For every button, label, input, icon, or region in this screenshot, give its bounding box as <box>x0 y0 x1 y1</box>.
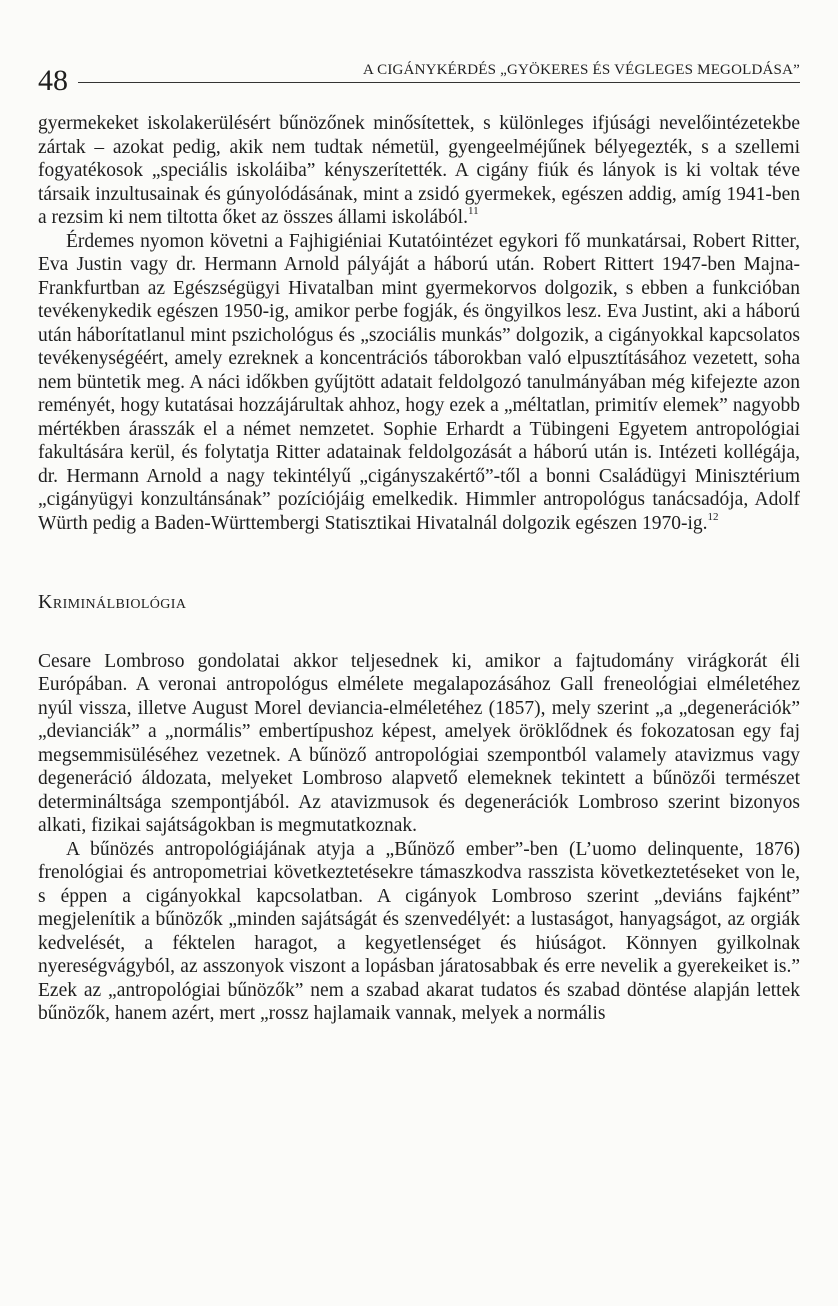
footnote-marker: 12 <box>707 510 719 523</box>
footnote-marker: 11 <box>467 205 479 217</box>
page-number: 48 <box>38 64 68 97</box>
section-heading: Kriminálbiológia <box>38 591 187 613</box>
paragraph: A bűnözés antropológiájának atyja a „Bűnöző ember”-ben (L’uomo delinquente, 1876) frenológiai és antropometriai következtetésekre támaszkodva rasszista következtetéseket von le, s éppen a cigányokkal kapcsolatban. A cigányok Lombroso szerint „deviáns fajként” megjelenítik a bűnözők „minden sajátságát és szenvedélyét: a lustaságot, hanyagságot, az orgiák kedvelését, a féktelen haragot, a kegyetlenséget és hiúságot. Könnyen gyilkolnak nyereségvágyból, az asszonyok viszont a lopásban járatosabbak és erre nevelik a gyerekeiket is.” Ezek az „antropológiai bűnözők” nem a szabad akarat tudatos és szabad döntése alapján lettek bűnözők, hanem azért, mert „rossz hajlamaik vannak, melyek a normális <box>38 838 800 1024</box>
header-rule <box>78 82 800 83</box>
paragraph <box>38 230 800 536</box>
paragraph <box>38 112 800 230</box>
page-header <box>38 48 800 97</box>
paragraph-text: Érdemes nyomon követni a Fajhigiéniai Kutatóintézet egykori fő munkatársai, Robert Ritter, Eva Justin vagy dr. Hermann Arnold pályáját a háború után. Robert Rittert 1947-ben Majna-Frankfurtban az Egészségügyi Hivatalban mint gyermekorvos dolgozik, s ebben a funkcióban tevékenykedik egészen 1950-ig, amikor perbe fogják, és öngyilkos lesz. Eva Justint, aki a háború után háborítatlanul mint pszichológus és „szociális munkás” dolgozik, a cigányokkal kapcsolatos tevékenységéért, amely ezreknek a koncentrációs táborokban való elpusztításához vezetett, soha nem büntetik meg. A náci időkben gyűjtött adatait feldolgozó tanulmányában még kifejezte azon reményét, hogy kutatásai hozzájárultak ahhoz, hogy ezek a „méltatlan, primitív elemek” nagyobb mértékben árasszák el a német nemzetet. Sophie Erhardt a Tübingeni Egyetem antropológiai fakultására kerül, és folytatja Ritter adatainak feldolgozását a háború után is. Intézeti kollégája, dr. Hermann Arnold a nagy tekintélyű „cigányszakértő”-től a bonni Családügyi Minisztérium „cigányügyi konzultánsának” pozíciójáig emelkedik. Himmler antropológus tanácsadója, Adolf Würth pedig a Baden-Württembergi Statisztikai Hivatalnál dolgozik egészen 1970-ig. <box>38 230 800 534</box>
paragraph-text: gyermekeket iskolakerülésért bűnözőnek minősítettek, s különleges ifjúsági nevelőintézetekbe zártak – azokat pedig, akik nem tudtak németül, gyengeelméjűnek bélyegezték, s a szellemi fogyatékosok „speciális iskoláiba” kényszerítették. A cigány fiúk és lányok is ki voltak téve társaik inzultusainak és gúnyolódásának, mint a zsidó gyermekek, egészen addig, amíg 1941-ben a rezsim ki nem tiltotta őket az összes állami iskolából. <box>38 113 800 228</box>
running-title: A CIGÁNYKÉRDÉS „GYÖKERES ÉS VÉGLEGES MEGOLDÁSA” <box>362 62 800 78</box>
paragraph: Cesare Lombroso gondolatai akkor teljesednek ki, amikor a fajtudomány virágkorát éli Európában. A veronai antropológus elmélete megalapozásához Gall freneológiai elméletéhez nyúl vissza, illetve August Morel deviancia-elméletéhez (1857), mely szerint „a „degenerációk” „devianciák” a „normális” embertípushoz képest, amelyek öröklődnek és fokozatosan egy faj megsemmisüléséhez vezetnek. A bűnöző antropológiai szempontból valamely atavizmus vagy degeneráció áldozata, melyeket Lombroso alapvető elemeknek tekintett a bűnözői természet determináltsága szempontjából. Az atavizmusok és degenerációk Lombroso szerint bizonyos alkati, fizikai sajátságokban is megmutatkoznak. <box>38 650 800 836</box>
body-text <box>38 112 800 1026</box>
